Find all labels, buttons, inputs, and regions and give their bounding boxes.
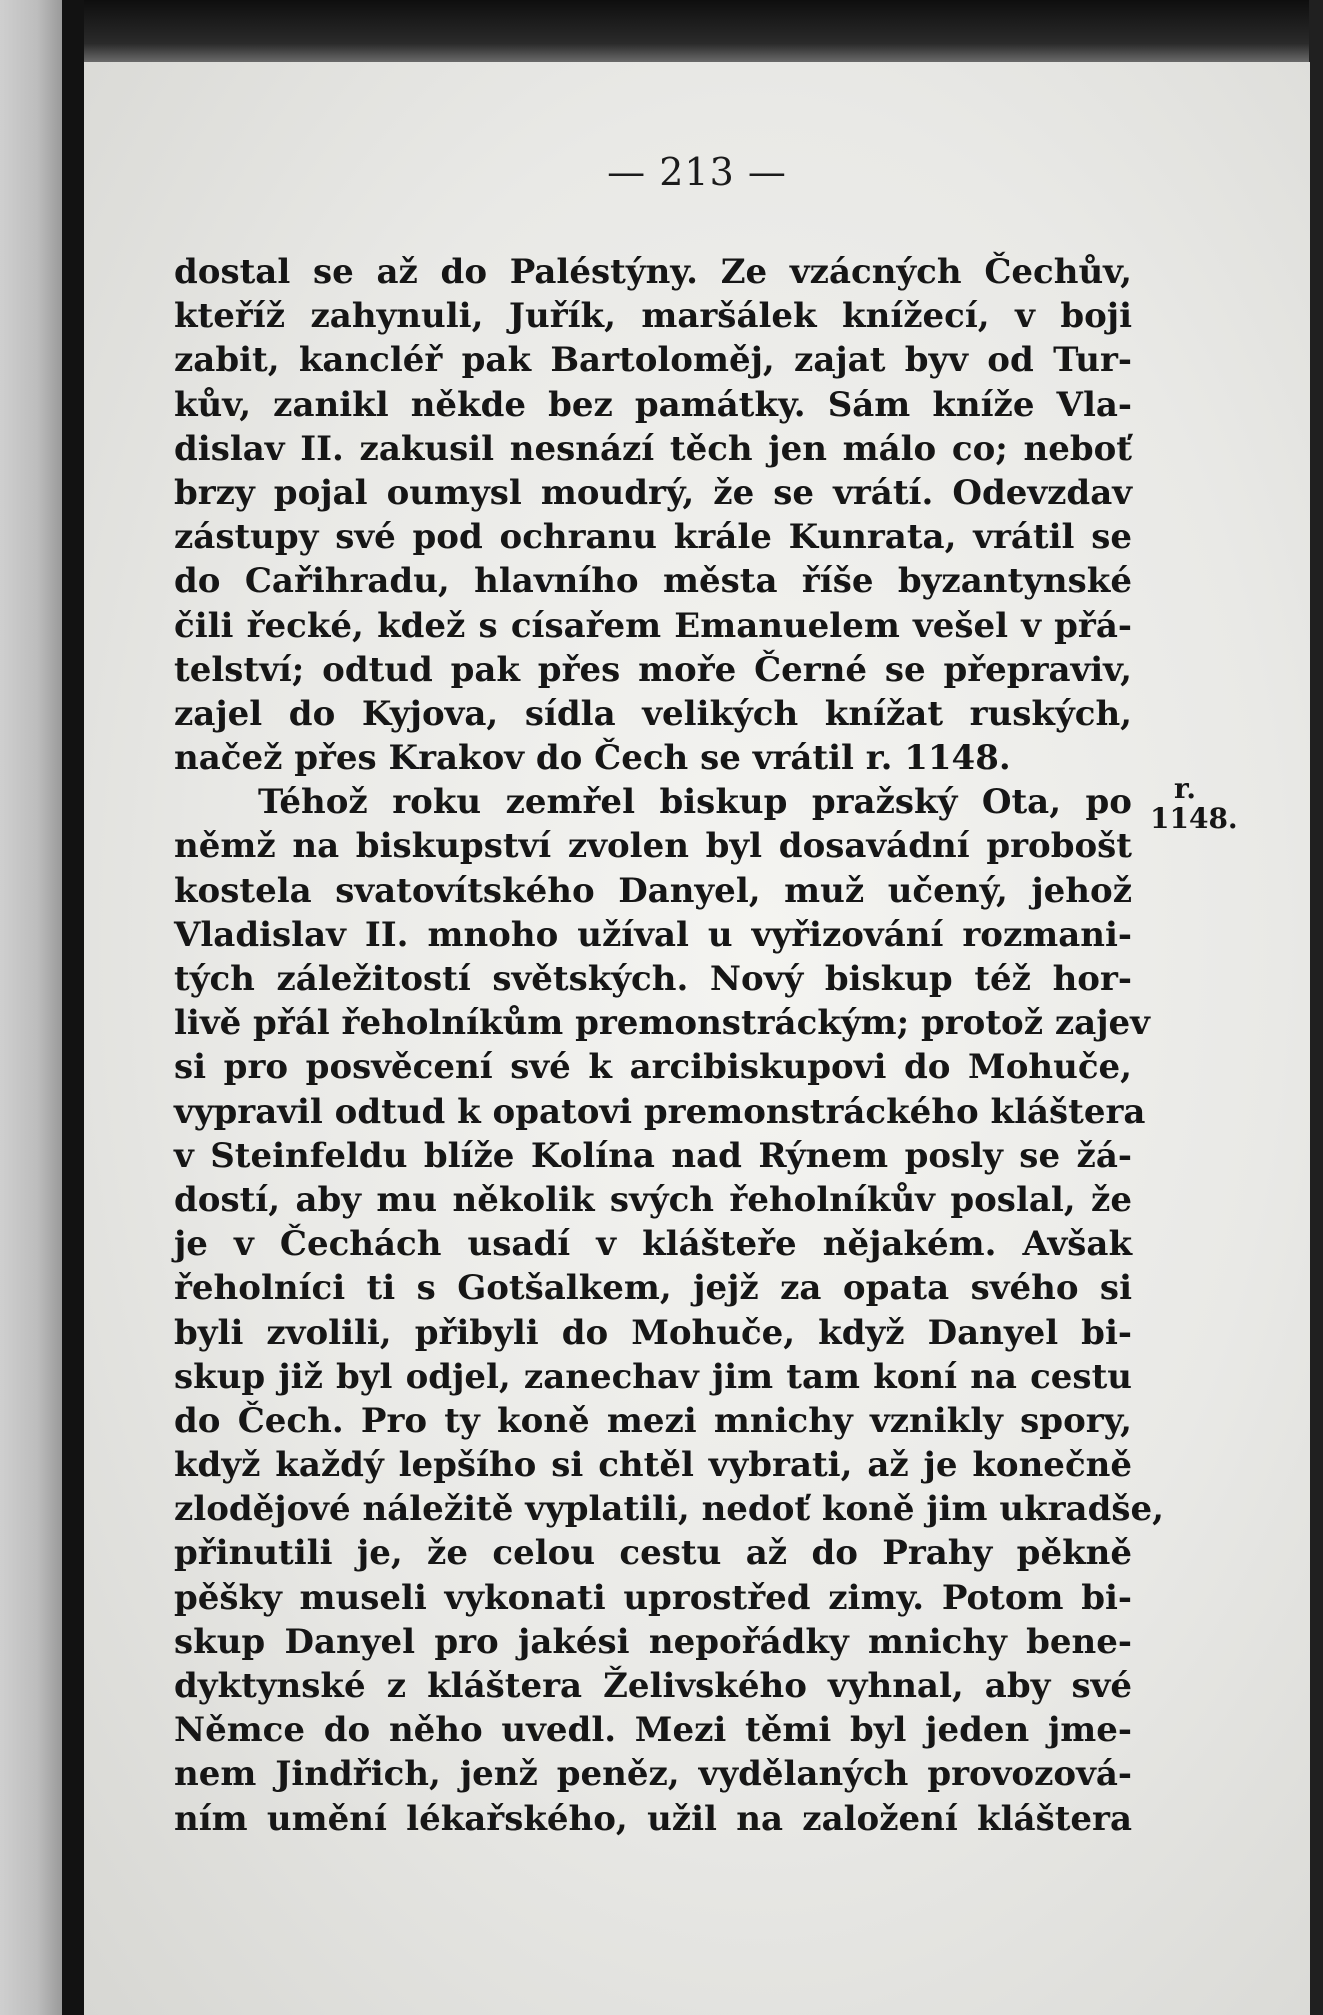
text-line: načež přes Krakov do Čech se vrátil r. 1148. <box>174 738 1011 779</box>
text-line: zajel do Kyjova, sídla velikých knížat ruských, <box>174 693 1132 734</box>
text-line: zástupy své pod ochranu krále Kunrata, vrátil se <box>174 517 1132 558</box>
text-line: do Čech. Pro ty koně mezi mnichy vznikly spory, <box>174 1400 1132 1441</box>
text-line: pěšky museli vykonati uprostřed zimy. Potom bi- <box>174 1577 1132 1618</box>
text-line: čili řecké, kdež s císařem Emanuelem vešel v přá- <box>174 605 1132 646</box>
text-line: dislav II. zakusil nesnází těch jen málo co; neboť <box>174 428 1132 469</box>
text-line: si pro posvěcení své k arcibiskupovi do Mohuče, <box>174 1047 1132 1088</box>
text-line: zabit, kancléř pak Bartoloměj, zajat byv od Tur- <box>174 340 1132 381</box>
text-line: vypravil odtud k opatovi premonstráckého kláštera <box>174 1091 1146 1132</box>
text-line: do Cařihradu, hlavního města říše byzantynské <box>174 561 1132 602</box>
text-line: Němce do něho uvedl. Mezi těmi byl jeden jme- <box>174 1710 1132 1751</box>
text-line-paragraph-start: Téhož roku zemřel biskup pražský Ota, po <box>258 782 1132 823</box>
text-line: přinutili je, že celou cestu až do Prahy pěkně <box>174 1533 1132 1574</box>
book-page <box>84 62 1310 2015</box>
previous-page-edge <box>0 0 62 2015</box>
text-line: v Steinfeldu blíže Kolína nad Rýnem posly se žá- <box>174 1135 1132 1176</box>
text-line: kův, zanikl někde bez památky. Sám kníže Vla- <box>174 384 1132 425</box>
margin-year-note <box>1150 772 1238 835</box>
text-line: kteříž zahynuli, Juřík, maršálek knížecí, v boji <box>174 296 1132 337</box>
text-line: telství; odtud pak přes moře Černé se přepraviv, <box>174 649 1132 690</box>
text-line: němž na biskupství zvolen byl dosavádní probošt <box>174 826 1132 867</box>
text-line: dyktynské z kláštera Želivského vyhnal, aby své <box>174 1666 1132 1706</box>
body-text <box>174 250 1164 1841</box>
book-gutter-shadow <box>62 0 84 2015</box>
text-line: ním umění lékařského, užil na založení kláštera <box>174 1798 1132 1839</box>
page-number: — 213 — <box>607 150 787 194</box>
margin-note-abbrev: r. <box>1174 772 1196 805</box>
text-line: je v Čechách usadí v klášteře nějakém. Avšak <box>174 1224 1132 1265</box>
text-line: řeholníci ti s Gotšalkem, jejž za opata svého si <box>174 1268 1132 1309</box>
text-line: byli zvolili, přibyli do Mohuče, když Danyel bi- <box>174 1312 1132 1353</box>
top-scan-border <box>84 0 1323 62</box>
text-line: skup již byl odjel, zanechav jim tam koní na cestu <box>174 1356 1132 1397</box>
text-line: tých záležitostí světských. Nový biskup též hor- <box>174 959 1132 999</box>
text-line: dostí, aby mu několik svých řeholníkův poslal, že <box>174 1179 1132 1220</box>
text-line: skup Danyel pro jakési nepořádky mnichy bene- <box>174 1621 1132 1662</box>
text-line: brzy pojal oumysl moudrý, že se vrátí. Odevzdav <box>174 472 1132 513</box>
text-line: Vladislav II. mnoho užíval u vyřizování rozmani- <box>174 914 1132 955</box>
text-line: dostal se až do Paléstýny. Ze vzácných Čechův, <box>174 252 1132 292</box>
text-line: livě přál řeholníkům premonstráckým; protož zajev <box>174 1003 1150 1044</box>
text-line: když každý lepšího si chtěl vybrati, až je konečně <box>174 1445 1132 1486</box>
text-line: nem Jindřich, jenž peněz, vydělaných provozová- <box>174 1754 1132 1795</box>
right-scan-border <box>1309 0 1323 2015</box>
text-line: kostela svatovítského Danyel, muž učený, jehož <box>174 870 1132 911</box>
margin-note-year: 1148. <box>1150 802 1238 835</box>
text-line: zlodějové náležitě vyplatili, nedoť koně jim ukradše, <box>174 1489 1164 1530</box>
